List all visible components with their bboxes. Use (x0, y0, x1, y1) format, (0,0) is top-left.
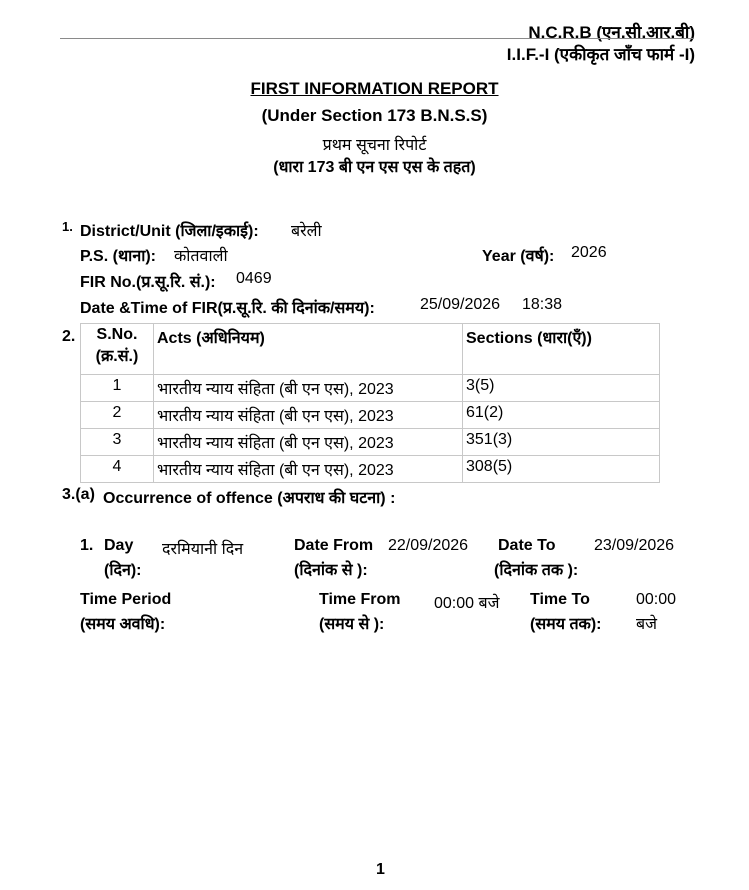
row-section: 308(5) (463, 456, 660, 483)
row-sno: 2 (81, 402, 154, 429)
year-value: 2026 (571, 244, 607, 261)
report-subtitle-hindi: (धारा 173 बी एन एस एस के तहत) (273, 159, 476, 176)
table-row (81, 456, 660, 483)
row-section: 61(2) (463, 402, 660, 429)
fir-date-value: 25/09/2026 (420, 296, 501, 313)
fir-value: 0469 (236, 270, 272, 287)
table-header-row (81, 324, 660, 375)
report-title-hindi: प्रथम सूचना रिपोर्ट (322, 137, 427, 154)
acts-sections-table (80, 323, 660, 483)
sno-header: S.No. (क्र.सं.) (81, 324, 154, 375)
table-row (81, 402, 660, 429)
occurrence-item-number: 1. (80, 537, 94, 554)
row-sno: 4 (81, 456, 154, 483)
fir-datetime-label: Date &Time of FIR(प्र.सू.रि. की दिनांक/समय): (80, 300, 375, 317)
report-subtitle: (Under Section 173 B.N.S.S) (261, 106, 488, 125)
fir-label: FIR No.(प्र.सू.रि. सं.): (80, 274, 216, 291)
ncrb-header: N.C.R.B (एन.सी.आर.बी) (528, 23, 695, 42)
iif-header: I.I.F.-I (एकीकृत जाँच फार्म -I) (506, 45, 695, 64)
report-title (0, 79, 749, 99)
district-label: District/Unit (जिला/इकाई): (80, 223, 259, 240)
time-from-label-hindi: (समय से ): (319, 616, 385, 633)
ps-label: P.S. (थाना): (80, 248, 156, 265)
row-section: 3(5) (463, 375, 660, 402)
acts-header: Acts (अधिनियम) (154, 324, 463, 375)
time-to-value: 00:00 (636, 591, 677, 608)
day-label: Day (104, 537, 134, 554)
time-to-label-hindi: (समय तक): (530, 616, 602, 633)
row-section: 351(3) (463, 429, 660, 456)
date-from-value: 22/09/2026 (388, 537, 469, 554)
report-title-text: FIRST INFORMATION REPORT (250, 79, 499, 98)
ps-value: कोतवाली (174, 248, 228, 265)
fir-time-value: 18:38 (522, 296, 563, 313)
page-number: 1 (376, 861, 385, 878)
row-act: भारतीय न्याय संहिता (बी एन एस), 2023 (154, 402, 463, 429)
sections-header: Sections (धारा(एँ)) (463, 324, 660, 375)
row-act: भारतीय न्याय संहिता (बी एन एस), 2023 (154, 429, 463, 456)
time-from-value: 00:00 बजे (434, 595, 500, 612)
row-sno: 3 (81, 429, 154, 456)
time-period-label-hindi: (समय अवधि): (80, 616, 166, 633)
section2-number: 2. (62, 328, 76, 345)
day-value: दरमियानी दिन (162, 541, 244, 558)
time-to-value-suffix: बजे (636, 616, 658, 633)
time-from-label: Time From (319, 591, 401, 608)
header-divider (60, 38, 694, 39)
district-value: बरेली (291, 223, 322, 240)
year-label: Year (वर्ष): (482, 248, 555, 265)
time-period-label: Time Period (80, 591, 172, 608)
time-to-label: Time To (530, 591, 590, 608)
row-sno: 1 (81, 375, 154, 402)
date-to-label-hindi: (दिनांक तक ): (494, 562, 579, 579)
date-from-label-hindi: (दिनांक से ): (294, 562, 368, 579)
occurrence-title: Occurrence of offence (अपराध की घटना) : (103, 490, 396, 507)
table-row (81, 429, 660, 456)
date-to-label: Date To (498, 537, 556, 554)
date-from-label: Date From (294, 537, 374, 554)
table-row (81, 375, 660, 402)
day-label-hindi: (दिन): (104, 562, 142, 579)
date-to-value: 23/09/2026 (594, 537, 675, 554)
section1-number: 1. (62, 219, 73, 234)
section3-number: 3.(a) (62, 486, 95, 503)
row-act: भारतीय न्याय संहिता (बी एन एस), 2023 (154, 456, 463, 483)
row-act: भारतीय न्याय संहिता (बी एन एस), 2023 (154, 375, 463, 402)
